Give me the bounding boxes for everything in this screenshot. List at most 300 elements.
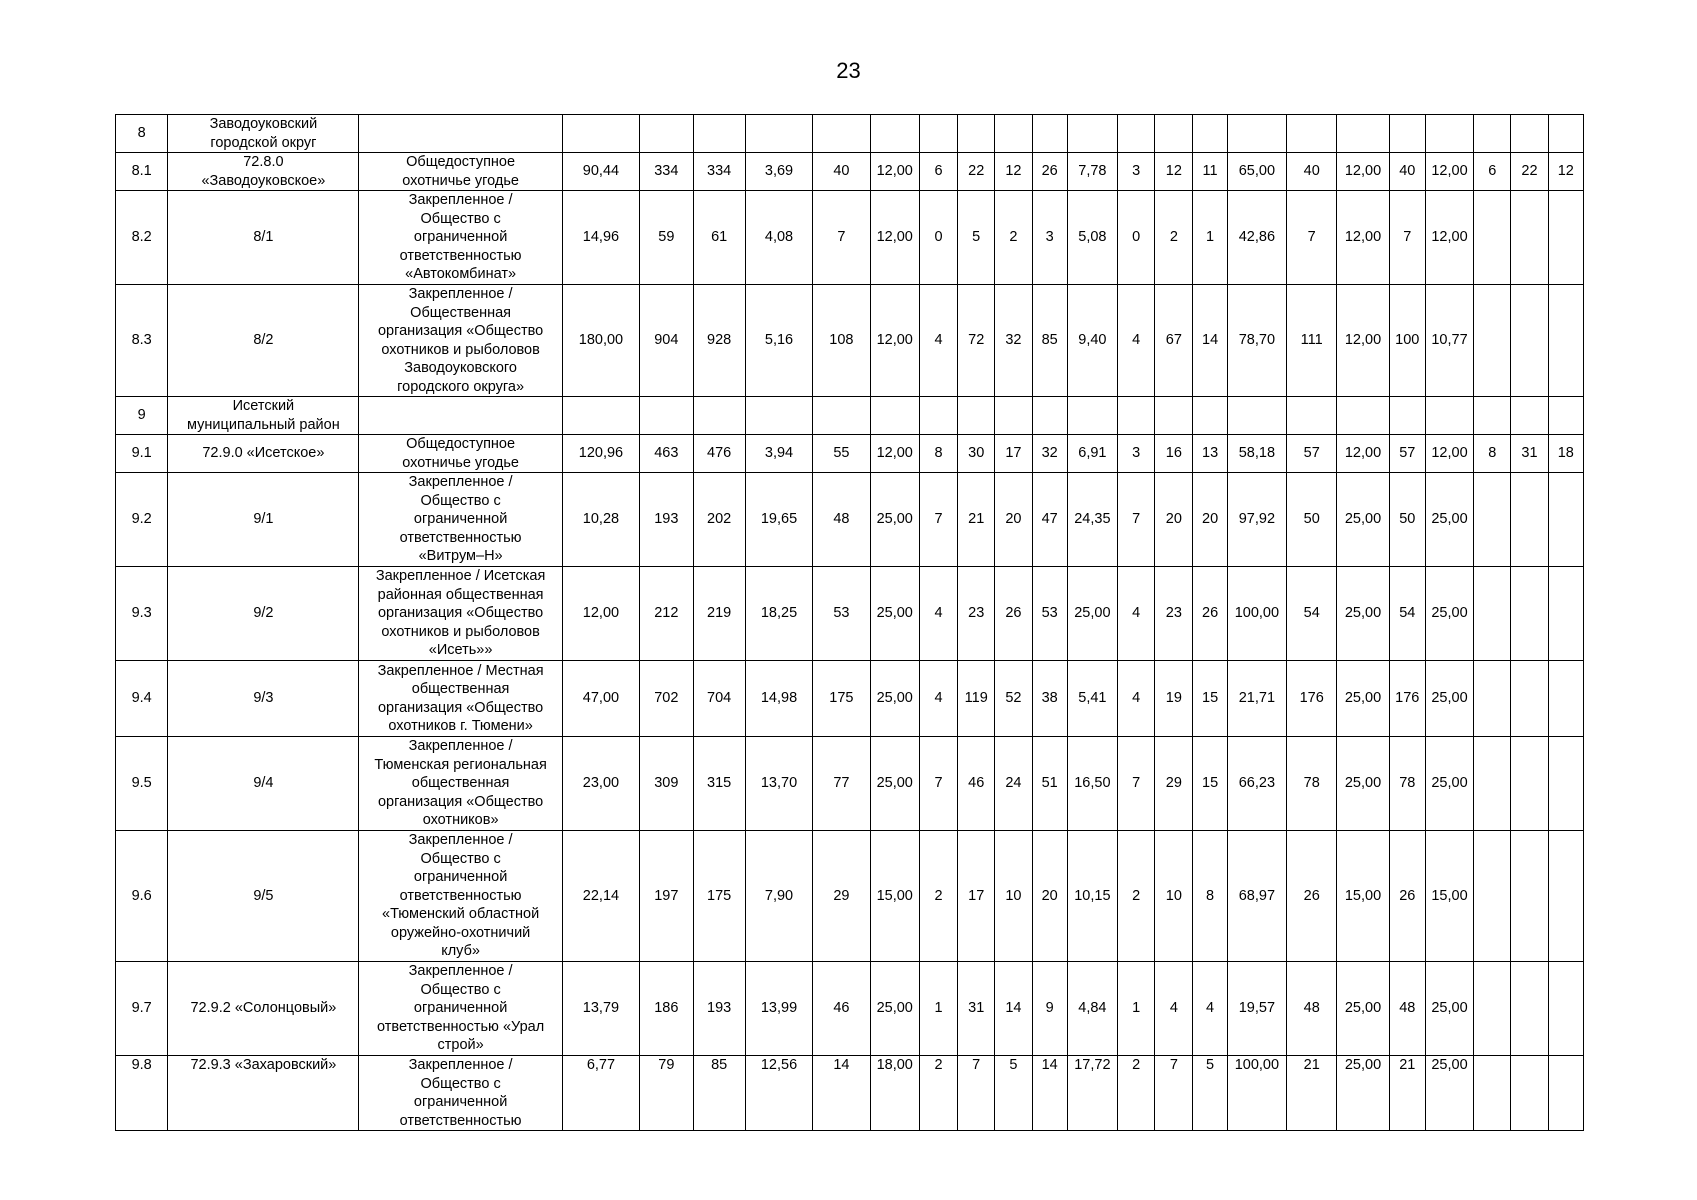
value-cell: 1	[1118, 962, 1155, 1056]
row-number-cell: 8.1	[116, 153, 168, 191]
page-number: 23	[836, 58, 861, 83]
value-cell: 32	[995, 285, 1032, 397]
ground-name-cell: 72.8.0 «Заводоуковское»	[168, 153, 359, 191]
value-cell	[745, 397, 812, 435]
value-cell: 14	[1032, 1056, 1067, 1131]
value-cell: 4	[1155, 962, 1193, 1056]
value-cell	[562, 397, 639, 435]
ground-type-cell: Закрепленное / Тюменская региональная общественная организация «Общество охотников»	[359, 737, 562, 831]
value-cell: 29	[813, 831, 870, 962]
value-cell: 5,16	[745, 285, 812, 397]
value-cell	[1474, 737, 1511, 831]
value-cell: 5,41	[1067, 661, 1117, 737]
value-cell: 702	[640, 661, 693, 737]
value-cell: 12,00	[562, 567, 639, 661]
value-cell: 53	[1032, 567, 1067, 661]
value-cell	[1548, 567, 1583, 661]
value-cell: 11	[1193, 153, 1227, 191]
value-cell: 212	[640, 567, 693, 661]
value-cell: 119	[958, 661, 995, 737]
value-cell: 108	[813, 285, 870, 397]
value-cell: 5,08	[1067, 191, 1117, 285]
row-number-cell: 9.5	[116, 737, 168, 831]
hunting-grounds-table	[115, 114, 1584, 1131]
value-cell: 30	[958, 435, 995, 473]
value-cell	[1337, 397, 1389, 435]
value-cell: 3,94	[745, 435, 812, 473]
value-cell: 175	[813, 661, 870, 737]
value-cell	[1118, 397, 1155, 435]
value-cell: 12,00	[1425, 191, 1473, 285]
table-body	[116, 115, 1584, 1131]
value-cell: 12,00	[1425, 435, 1473, 473]
value-cell	[1474, 115, 1511, 153]
ground-type-cell: Закрепленное / Общество с ограниченной ответственностью «Урал строй»	[359, 962, 562, 1056]
value-cell	[1548, 962, 1583, 1056]
value-cell: 6	[1474, 153, 1511, 191]
value-cell	[919, 115, 957, 153]
value-cell: 38	[1032, 661, 1067, 737]
value-cell: 202	[693, 473, 745, 567]
value-cell	[1227, 115, 1286, 153]
value-cell	[1511, 191, 1548, 285]
value-cell: 68,97	[1227, 831, 1286, 962]
value-cell: 12,56	[745, 1056, 812, 1131]
value-cell: 19	[1155, 661, 1193, 737]
value-cell: 0	[919, 191, 957, 285]
value-cell: 42,86	[1227, 191, 1286, 285]
value-cell: 100,00	[1227, 567, 1286, 661]
ground-type-cell	[359, 115, 562, 153]
value-cell: 66,23	[1227, 737, 1286, 831]
row-number-cell: 9.4	[116, 661, 168, 737]
value-cell: 14,98	[745, 661, 812, 737]
value-cell: 23	[1155, 567, 1193, 661]
row-number-cell: 9.7	[116, 962, 168, 1056]
value-cell: 58,18	[1227, 435, 1286, 473]
value-cell: 78	[1287, 737, 1337, 831]
value-cell: 61	[693, 191, 745, 285]
ground-type-cell: Закрепленное / Общество с ограниченной ответственностью «Автокомбинат»	[359, 191, 562, 285]
value-cell: 7	[1118, 473, 1155, 567]
value-cell: 704	[693, 661, 745, 737]
value-cell: 3,69	[745, 153, 812, 191]
value-cell: 1	[1193, 191, 1227, 285]
value-cell: 29	[1155, 737, 1193, 831]
value-cell: 7	[1389, 191, 1425, 285]
value-cell	[1474, 661, 1511, 737]
value-cell: 67	[1155, 285, 1193, 397]
ground-type-cell: Закрепленное / Общество с ограниченной ответственностью «Витрум–Н»	[359, 473, 562, 567]
value-cell: 12	[1155, 153, 1193, 191]
ground-name-cell: 8/1	[168, 191, 359, 285]
ground-type-cell: Закрепленное / Исетская районная общественная организация «Общество охотников и рыболовов «Исеть»»	[359, 567, 562, 661]
value-cell: 12	[995, 153, 1032, 191]
value-cell: 57	[1287, 435, 1337, 473]
value-cell: 79	[640, 1056, 693, 1131]
value-cell	[958, 397, 995, 435]
value-cell: 21,71	[1227, 661, 1286, 737]
value-cell: 59	[640, 191, 693, 285]
value-cell: 4,08	[745, 191, 812, 285]
ground-type-cell: Закрепленное / Местная общественная организация «Общество охотников г. Тюмени»	[359, 661, 562, 737]
value-cell	[1474, 473, 1511, 567]
value-cell: 77	[813, 737, 870, 831]
value-cell: 25,00	[1337, 567, 1389, 661]
value-cell: 193	[693, 962, 745, 1056]
value-cell	[958, 115, 995, 153]
value-cell: 10	[995, 831, 1032, 962]
value-cell: 46	[958, 737, 995, 831]
value-cell	[1389, 115, 1425, 153]
value-cell: 12,00	[870, 191, 919, 285]
ground-type-cell: Закрепленное / Общество с ограниченной ответственностью «Тюменский областной оружейно-охотничий клуб»	[359, 831, 562, 962]
value-cell	[562, 115, 639, 153]
value-cell: 14	[813, 1056, 870, 1131]
ground-name-cell: 72.9.0 «Исетское»	[168, 435, 359, 473]
value-cell: 26	[1389, 831, 1425, 962]
value-cell	[693, 397, 745, 435]
value-cell: 18,25	[745, 567, 812, 661]
value-cell	[1548, 661, 1583, 737]
value-cell: 26	[1032, 153, 1067, 191]
value-cell: 14	[1193, 285, 1227, 397]
value-cell: 24	[995, 737, 1032, 831]
value-cell: 3	[1118, 435, 1155, 473]
value-cell: 22	[958, 153, 995, 191]
value-cell	[995, 115, 1032, 153]
value-cell: 15	[1193, 661, 1227, 737]
value-cell: 7	[813, 191, 870, 285]
value-cell: 4	[1118, 285, 1155, 397]
value-cell: 51	[1032, 737, 1067, 831]
value-cell: 2	[1118, 831, 1155, 962]
value-cell: 25,00	[870, 661, 919, 737]
ground-type-cell: Общедоступное охотничье угодье	[359, 153, 562, 191]
value-cell: 8	[919, 435, 957, 473]
value-cell: 25,00	[1067, 567, 1117, 661]
ground-name-cell: 9/4	[168, 737, 359, 831]
value-cell: 26	[1193, 567, 1227, 661]
value-cell: 25,00	[870, 567, 919, 661]
table-row	[116, 661, 1584, 737]
ground-type-cell: Закрепленное / Общество с ограниченной ответственностью	[359, 1056, 562, 1131]
table-row	[116, 397, 1584, 435]
value-cell	[1548, 737, 1583, 831]
value-cell: 31	[1511, 435, 1548, 473]
value-cell	[1511, 1056, 1548, 1131]
value-cell: 4	[1193, 962, 1227, 1056]
value-cell: 25,00	[870, 473, 919, 567]
row-number-cell: 8.2	[116, 191, 168, 285]
value-cell: 180,00	[562, 285, 639, 397]
value-cell: 5	[958, 191, 995, 285]
value-cell: 334	[693, 153, 745, 191]
value-cell: 476	[693, 435, 745, 473]
ground-name-cell: Исетский муниципальный район	[168, 397, 359, 435]
value-cell: 78	[1389, 737, 1425, 831]
value-cell	[1389, 397, 1425, 435]
value-cell: 85	[1032, 285, 1067, 397]
table-row	[116, 115, 1584, 153]
row-number-cell: 8	[116, 115, 168, 153]
ground-name-cell: 9/5	[168, 831, 359, 962]
ground-name-cell: 9/1	[168, 473, 359, 567]
value-cell: 15,00	[870, 831, 919, 962]
value-cell	[1511, 831, 1548, 962]
value-cell: 8	[1193, 831, 1227, 962]
value-cell: 26	[995, 567, 1032, 661]
value-cell: 120,96	[562, 435, 639, 473]
value-cell: 0	[1118, 191, 1155, 285]
value-cell: 17,72	[1067, 1056, 1117, 1131]
value-cell: 100	[1389, 285, 1425, 397]
value-cell: 17	[995, 435, 1032, 473]
value-cell	[1474, 1056, 1511, 1131]
value-cell	[1511, 567, 1548, 661]
value-cell: 8	[1474, 435, 1511, 473]
value-cell: 10	[1155, 831, 1193, 962]
table-row	[116, 962, 1584, 1056]
value-cell	[1032, 115, 1067, 153]
value-cell	[1474, 285, 1511, 397]
value-cell	[1193, 115, 1227, 153]
value-cell: 6,91	[1067, 435, 1117, 473]
value-cell: 1	[919, 962, 957, 1056]
value-cell	[1474, 831, 1511, 962]
value-cell: 4,84	[1067, 962, 1117, 1056]
value-cell: 12,00	[1337, 285, 1389, 397]
value-cell	[1511, 115, 1548, 153]
value-cell: 13,79	[562, 962, 639, 1056]
value-cell: 78,70	[1227, 285, 1286, 397]
value-cell: 25,00	[1425, 661, 1473, 737]
value-cell	[813, 397, 870, 435]
value-cell: 40	[1287, 153, 1337, 191]
value-cell: 48	[1389, 962, 1425, 1056]
value-cell	[1227, 397, 1286, 435]
row-number-cell: 8.3	[116, 285, 168, 397]
value-cell: 7	[958, 1056, 995, 1131]
value-cell	[1548, 115, 1583, 153]
value-cell: 14	[995, 962, 1032, 1056]
value-cell	[1287, 397, 1337, 435]
value-cell: 12,00	[870, 435, 919, 473]
value-cell: 176	[1389, 661, 1425, 737]
table-row	[116, 1056, 1584, 1131]
value-cell: 7	[919, 737, 957, 831]
value-cell: 176	[1287, 661, 1337, 737]
value-cell	[1511, 473, 1548, 567]
ground-name-cell: 9/2	[168, 567, 359, 661]
value-cell: 22,14	[562, 831, 639, 962]
value-cell: 12,00	[1337, 191, 1389, 285]
value-cell: 928	[693, 285, 745, 397]
value-cell: 175	[693, 831, 745, 962]
value-cell: 26	[1287, 831, 1337, 962]
value-cell	[1511, 661, 1548, 737]
value-cell	[1511, 285, 1548, 397]
value-cell: 54	[1287, 567, 1337, 661]
value-cell	[745, 115, 812, 153]
value-cell: 7,78	[1067, 153, 1117, 191]
value-cell: 16,50	[1067, 737, 1117, 831]
value-cell: 10,77	[1425, 285, 1473, 397]
value-cell: 25,00	[1337, 962, 1389, 1056]
value-cell: 12,00	[870, 285, 919, 397]
value-cell: 18	[1548, 435, 1583, 473]
value-cell: 20	[995, 473, 1032, 567]
value-cell: 85	[693, 1056, 745, 1131]
value-cell: 12	[1548, 153, 1583, 191]
value-cell: 219	[693, 567, 745, 661]
value-cell: 72	[958, 285, 995, 397]
row-number-cell: 9.6	[116, 831, 168, 962]
value-cell	[1548, 831, 1583, 962]
value-cell: 315	[693, 737, 745, 831]
value-cell: 193	[640, 473, 693, 567]
value-cell: 40	[813, 153, 870, 191]
row-number-cell: 9.1	[116, 435, 168, 473]
ground-name-cell: 72.9.2 «Солонцовый»	[168, 962, 359, 1056]
value-cell: 21	[958, 473, 995, 567]
value-cell: 32	[1032, 435, 1067, 473]
row-number-cell: 9.3	[116, 567, 168, 661]
value-cell: 4	[919, 567, 957, 661]
value-cell: 19,57	[1227, 962, 1286, 1056]
value-cell: 25,00	[870, 962, 919, 1056]
value-cell	[1155, 397, 1193, 435]
value-cell	[640, 397, 693, 435]
value-cell	[640, 115, 693, 153]
value-cell	[1474, 191, 1511, 285]
value-cell: 17	[958, 831, 995, 962]
value-cell	[1548, 397, 1583, 435]
value-cell	[1474, 397, 1511, 435]
value-cell	[870, 115, 919, 153]
value-cell: 25,00	[1425, 962, 1473, 1056]
table-row	[116, 831, 1584, 962]
value-cell: 9	[1032, 962, 1067, 1056]
value-cell	[1032, 397, 1067, 435]
value-cell: 19,65	[745, 473, 812, 567]
value-cell	[1425, 115, 1473, 153]
value-cell	[1548, 473, 1583, 567]
value-cell: 12,00	[1425, 153, 1473, 191]
value-cell	[870, 397, 919, 435]
value-cell: 334	[640, 153, 693, 191]
row-number-cell: 9	[116, 397, 168, 435]
value-cell: 21	[1287, 1056, 1337, 1131]
value-cell: 2	[995, 191, 1032, 285]
value-cell: 3	[1118, 153, 1155, 191]
value-cell: 13,70	[745, 737, 812, 831]
value-cell: 12,00	[870, 153, 919, 191]
value-cell: 20	[1193, 473, 1227, 567]
value-cell	[1474, 567, 1511, 661]
ground-type-cell: Общедоступное охотничье угодье	[359, 435, 562, 473]
value-cell	[1337, 115, 1389, 153]
row-number-cell: 9.2	[116, 473, 168, 567]
value-cell: 18,00	[870, 1056, 919, 1131]
value-cell: 6	[919, 153, 957, 191]
value-cell: 13	[1193, 435, 1227, 473]
value-cell: 47	[1032, 473, 1067, 567]
value-cell: 197	[640, 831, 693, 962]
value-cell: 47,00	[562, 661, 639, 737]
table-row	[116, 435, 1584, 473]
value-cell: 904	[640, 285, 693, 397]
value-cell: 6,77	[562, 1056, 639, 1131]
ground-type-cell	[359, 397, 562, 435]
value-cell: 12,00	[1337, 435, 1389, 473]
value-cell	[1425, 397, 1473, 435]
value-cell	[1548, 191, 1583, 285]
value-cell: 100,00	[1227, 1056, 1286, 1131]
value-cell: 309	[640, 737, 693, 831]
value-cell: 53	[813, 567, 870, 661]
value-cell: 5	[1193, 1056, 1227, 1131]
value-cell: 21	[1389, 1056, 1425, 1131]
value-cell: 15,00	[1425, 831, 1473, 962]
value-cell: 25,00	[1337, 1056, 1389, 1131]
table-row	[116, 153, 1584, 191]
value-cell: 57	[1389, 435, 1425, 473]
value-cell: 52	[995, 661, 1032, 737]
value-cell: 463	[640, 435, 693, 473]
value-cell: 24,35	[1067, 473, 1117, 567]
value-cell	[919, 397, 957, 435]
value-cell: 25,00	[1425, 1056, 1473, 1131]
value-cell: 7	[1155, 1056, 1193, 1131]
value-cell: 25,00	[1425, 567, 1473, 661]
value-cell	[1548, 285, 1583, 397]
value-cell	[1118, 115, 1155, 153]
table-row	[116, 285, 1584, 397]
value-cell: 25,00	[1337, 661, 1389, 737]
value-cell: 3	[1032, 191, 1067, 285]
value-cell: 13,99	[745, 962, 812, 1056]
value-cell: 10,15	[1067, 831, 1117, 962]
value-cell: 16	[1155, 435, 1193, 473]
value-cell: 25,00	[870, 737, 919, 831]
value-cell: 15,00	[1337, 831, 1389, 962]
value-cell: 20	[1032, 831, 1067, 962]
value-cell: 12,00	[1337, 153, 1389, 191]
value-cell: 10,28	[562, 473, 639, 567]
value-cell	[1511, 397, 1548, 435]
value-cell	[1287, 115, 1337, 153]
ground-name-cell: 8/2	[168, 285, 359, 397]
value-cell	[1474, 962, 1511, 1056]
value-cell: 65,00	[1227, 153, 1286, 191]
value-cell: 50	[1287, 473, 1337, 567]
value-cell: 4	[1118, 661, 1155, 737]
value-cell: 186	[640, 962, 693, 1056]
value-cell: 90,44	[562, 153, 639, 191]
value-cell: 50	[1389, 473, 1425, 567]
ground-name-cell: Заводоуковский городской округ	[168, 115, 359, 153]
value-cell: 9,40	[1067, 285, 1117, 397]
value-cell: 7,90	[745, 831, 812, 962]
value-cell: 25,00	[1337, 737, 1389, 831]
row-number-cell: 9.8	[116, 1056, 168, 1131]
value-cell	[1511, 737, 1548, 831]
table-row	[116, 191, 1584, 285]
ground-name-cell: 9/3	[168, 661, 359, 737]
value-cell: 31	[958, 962, 995, 1056]
value-cell: 7	[1287, 191, 1337, 285]
